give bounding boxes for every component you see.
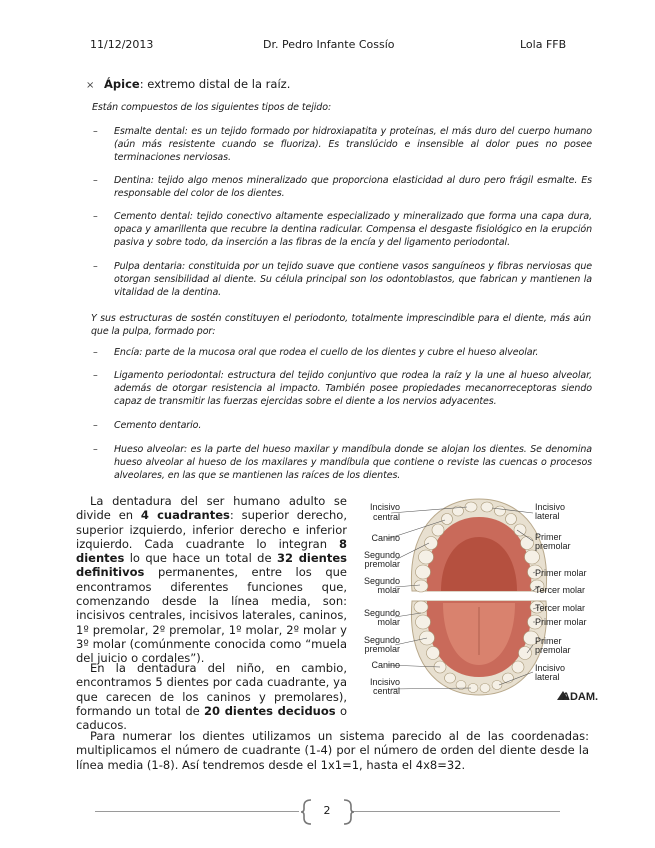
list-item-ligamento: Ligamento periodontal: estructura del tejido conjuntivo que rodea la raíz y la une al hueso alveolar, además de otorgar resistencia al impacto. También posee propiedades mecanorreceptoras siendo capaz de transmitir las fuerzas ejercidas sobre el diente a los nervios adyacentes. xyxy=(114,370,592,407)
label-segundo-premolar-2: premolar xyxy=(364,559,400,569)
label-primer-premolar-low: Primer xyxy=(535,636,562,646)
paragraph-children: En la dentadura del niño, en cambio, encontramos 5 dientes por cada cuadrante, ya que carecen de los caninos y premolares), formando un total de 20 dientes deciduos o caducos. xyxy=(76,661,347,733)
list-item-dentina: Dentina: tejido algo menos mineralizado que proporciona elasticidad al duro pero frágil esmalte. Es responsable del color de los dientes. xyxy=(114,175,592,199)
label-segundo-premolar-low: Segundo xyxy=(363,635,400,645)
label-segundo-premolar: Segundo xyxy=(363,550,400,560)
label-primer-premolar: Primer xyxy=(535,532,562,542)
label-segundo-premolar-low-2: premolar xyxy=(364,644,400,654)
label-incisivo-central-low-2: central xyxy=(372,686,400,696)
bold-term: 4 cuadrantes xyxy=(140,508,230,523)
apice-definition xyxy=(86,77,290,91)
label-incisivo-lateral-2: lateral xyxy=(535,511,560,521)
list-item-hueso: Hueso alveolar: es la parte del hueso maxilar y mandíbula donde se alojan los dientes. Se denomina hueso alveolar al hueso de los maxilares y mandíbula que contiene o reviste las cuencas o procesos alveolares, en las que se mantienen las raíces de los dientes. xyxy=(114,444,592,481)
list-dash: – xyxy=(93,347,98,358)
page-number: 2 xyxy=(323,804,331,817)
label-incisivo-lateral-low: Incisivo xyxy=(535,663,566,673)
page-footer xyxy=(95,797,560,827)
support-intro: Y sus estructuras de sostén constituyen el periodonto, totalmente imprescindible para el diente, más aún que la pulpa, formado por: xyxy=(91,313,591,337)
list-item-esmalte: Esmalte dental: es un tejido formado por hidroxiapatita y proteínas, el más duro del cuerpo humano (aún más resistente cuando se fluoriza). Es translúcido e insensible al dolor pues no posee terminaciones nerviosas. xyxy=(114,126,592,163)
apice-term: Ápice xyxy=(104,77,140,91)
label-incisivo-lateral-low-2: lateral xyxy=(535,672,560,682)
label-primer-premolar-low-2: premolar xyxy=(535,645,571,655)
tissues-intro: Están compuestos de los siguientes tipos de tejido: xyxy=(92,102,332,113)
bullet-x-icon: × xyxy=(86,80,95,91)
list-dash: – xyxy=(93,175,98,186)
label-tercer-molar-low: Tercer molar xyxy=(535,603,586,613)
label-primer-premolar-2: premolar xyxy=(535,541,571,551)
label-segundo-molar-low-2: molar xyxy=(377,617,400,627)
list-item-cemento: Cemento dental: tejido conectivo altamente especializado y mineralizado que forma una capa dura, opaca y amarillenta que recubre la dentina radicular. Compensa el desgaste fisiológico en la erupción pasiva y sobre todo, da inserción a las fibras de la encía y del ligamento periodontal. xyxy=(114,211,592,248)
list-dash: – xyxy=(93,211,98,222)
label-tercer-molar: Tercer molar xyxy=(535,585,586,595)
list-dash: – xyxy=(93,261,98,272)
bold-term: 20 dientes deciduos xyxy=(204,703,336,718)
label-canino-low: Canino xyxy=(371,660,400,670)
list-item-cemento-dentario: Cemento dentario. xyxy=(114,420,202,431)
label-primer-molar-low: Primer molar xyxy=(535,617,587,627)
adam-logo xyxy=(557,691,598,703)
label-segundo-molar: Segundo xyxy=(363,576,400,586)
list-dash: – xyxy=(93,420,98,431)
label-incisivo-lateral: Incisivo xyxy=(535,502,566,512)
apice-text: : extremo distal de la raíz. xyxy=(139,77,291,91)
list-dash: – xyxy=(93,126,98,137)
label-incisivo-central-2: central xyxy=(372,512,400,522)
label-primer-molar: Primer molar xyxy=(535,568,587,578)
bold-term: 8 dientes xyxy=(76,536,347,566)
page-header xyxy=(0,38,655,54)
list-item-pulpa: Pulpa dentaria: constituida por un tejido suave que contiene vasos sanguíneos y fibras nerviosas que otorgan sensibilidad al diente. Su célula principal son los odontoblastos, que fabrican y mantienen la vitalidad de la dentina. xyxy=(114,261,592,298)
header-date: 11/12/2013 xyxy=(90,38,154,51)
label-segundo-molar-2: molar xyxy=(377,585,400,595)
label-incisivo-central-low: Incisivo xyxy=(369,677,400,687)
paragraph-quadrants: La dentadura del ser humano adulto se divide en 4 cuadrantes: superior derecho, superior izquierdo, inferior derecho e inferior izquierdo. Cada cuadrante lo integran 8 dientes lo que hace un total de 32 dientes definitivos permanentes, entre los que encontramos diferentes funciones que, comenzando desde la línea media, son: incisivos centrales, incisivos laterales, caninos, 1º premolar, 2º premolar, 1º molar, 2º molar y 3º molar (comúnmente conocida como “muela del juicio o cordales”). xyxy=(76,494,348,666)
list-item-encia: Encía: parte de la mucosa oral que rodea el cuello de los dientes y cubre el hueso alveolar. xyxy=(114,347,539,358)
header-doctor: Dr. Pedro Infante Cossío xyxy=(263,38,395,51)
label-canino: Canino xyxy=(371,533,400,543)
paragraph-numbering: Para numerar los dientes utilizamos un sistema parecido al de las coordenadas: multiplicamos el número de cuadrante (1-4) por el número de orden del diente desde la línea media (1-8). Así tendremos desde el 1x1=1, hasta el 4x8=32. xyxy=(76,729,589,772)
list-dash: – xyxy=(93,370,98,381)
header-author: Lola FFB xyxy=(520,38,567,51)
bold-term: 32 dientes definitivos xyxy=(76,551,348,580)
list-dash: – xyxy=(93,444,98,455)
label-incisivo-central: Incisivo xyxy=(369,502,400,512)
label-segundo-molar-low: Segundo xyxy=(363,608,400,618)
dental-arch-figure xyxy=(357,495,603,710)
svg-text:ADAM.: ADAM. xyxy=(562,691,599,703)
